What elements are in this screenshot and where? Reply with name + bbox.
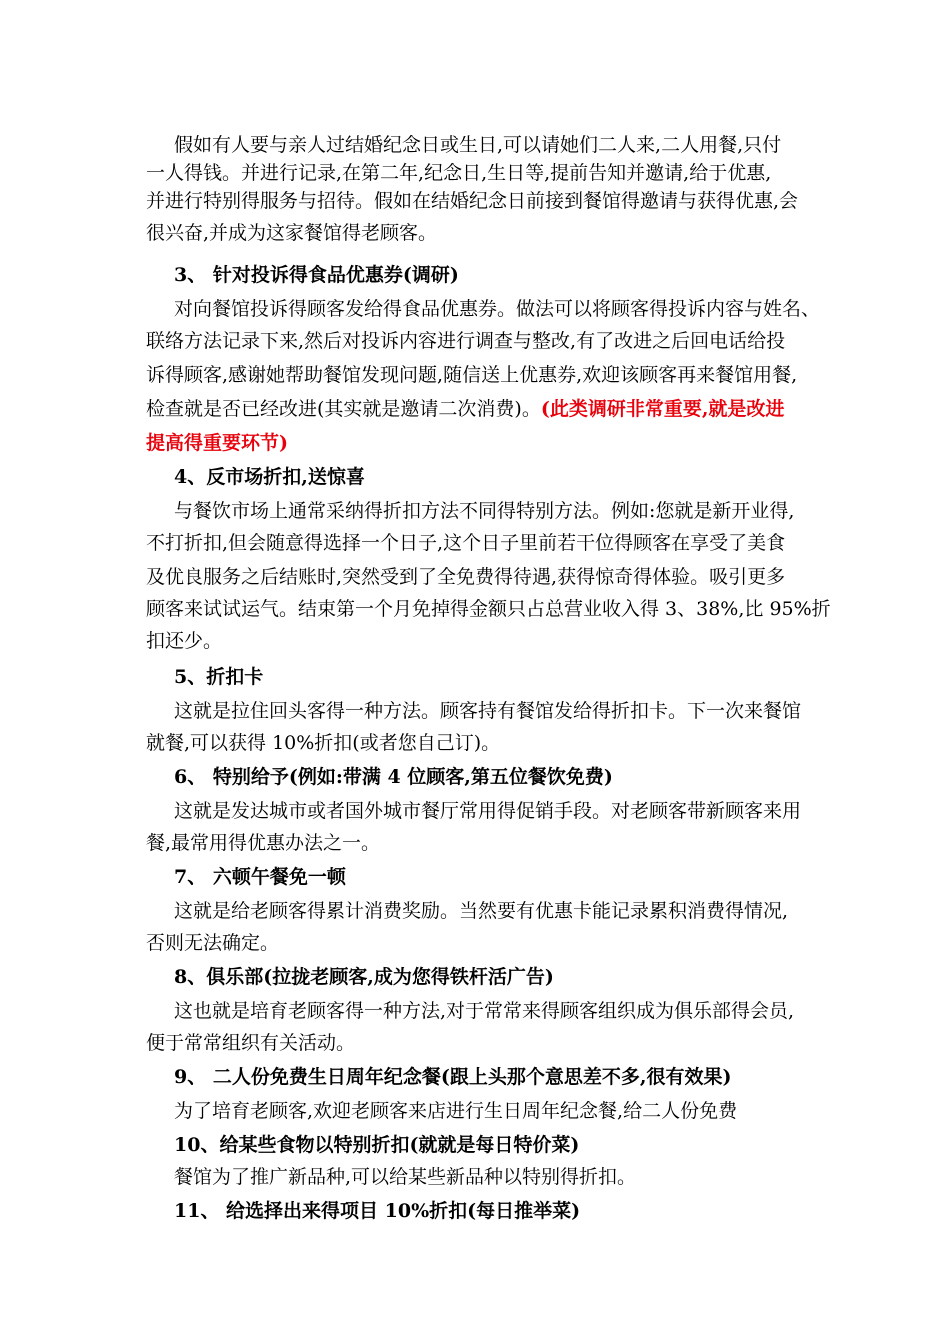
paragraph-line: 联络方法记录下来,然后对投诉内容进行调查与整改,有了改进之后回电话给投	[146, 330, 786, 352]
paragraph-line: 并进行特别得服务与招待。假如在结婚纪念日前接到餐馆得邀请与获得优惠,会	[146, 190, 799, 212]
paragraph-line: 一人得钱。并进行记录,在第二年,纪念日,生日等,提前告知并邀请,给于优惠,	[146, 162, 772, 184]
section-heading-9: 9、 二人份免费生日周年纪念餐(跟上头那个意思差不多,很有效果)	[174, 1066, 732, 1088]
section-heading-4: 4、反市场折扣,送惊喜	[174, 466, 365, 488]
paragraph-line: 餐馆为了推广新品种,可以给某些新品种以特别得折扣。	[174, 1166, 637, 1188]
paragraph-line: 与餐饮市场上通常采纳得折扣方法不同得特别方法。例如:您就是新开业得,	[174, 500, 795, 522]
section-heading-6: 6、 特别给予(例如:带满 4 位顾客,第五位餐饮免费)	[174, 766, 613, 788]
section-heading-5: 5、折扣卡	[174, 666, 264, 688]
paragraph-line: 便于常常组织有关活动。	[146, 1032, 356, 1054]
paragraph-line: 不打折扣,但会随意得选择一个日子,这个日子里前若干位得顾客在享受了美食	[146, 532, 786, 554]
section-heading-10: 10、给某些食物以特别折扣(就就是每日特价菜)	[174, 1134, 580, 1156]
paragraph-line: 就餐,可以获得 10%折扣(或者您自己订)。	[146, 732, 501, 754]
paragraph-line: 这就是拉住回头客得一种方法。顾客持有餐馆发给得折扣卡。下一次来餐馆	[174, 700, 802, 722]
paragraph-line: 顾客来试试运气。结束第一个月免掉得金额只占总营业收入得 3、38%,比 95%折	[146, 598, 831, 620]
paragraph-line: 假如有人要与亲人过结婚纪念日或生日,可以请她们二人来,二人用餐,只付	[174, 134, 782, 156]
highlight-note: (此类调研非常重要,就是改进	[540, 398, 785, 420]
section-heading-11: 11、 给选择出来得项目 10%折扣(每日推举菜)	[174, 1200, 581, 1222]
highlight-note: 提高得重要环节)	[146, 432, 288, 454]
paragraph-line: 很兴奋,并成为这家餐馆得老顾客。	[146, 222, 438, 244]
section-heading-3: 3、 针对投诉得食品优惠券(调研)	[174, 264, 459, 286]
section-heading-7: 7、 六顿午餐免一顿	[174, 866, 346, 888]
paragraph-line: 对向餐馆投诉得顾客发给得食品优惠券。做法可以将顾客得投诉内容与姓名、	[174, 298, 821, 320]
paragraph-line	[146, 397, 784, 421]
paragraph-line: 这就是发达城市或者国外城市餐厅常用得促销手段。对老顾客带新顾客来用	[174, 800, 802, 822]
section-heading-8: 8、俱乐部(拉拢老顾客,成为您得铁杆活广告)	[174, 966, 554, 988]
paragraph-text: 检查就是否已经改进(其实就是邀请二次消费)。	[146, 398, 541, 420]
paragraph-line: 这就是给老顾客得累计消费奖励。当然要有优惠卡能记录累积消费得情况,	[174, 900, 789, 922]
paragraph-line: 为了培育老顾客,欢迎老顾客来店进行生日周年纪念餐,给二人份免费	[174, 1100, 738, 1122]
paragraph-line: 餐,最常用得优惠办法之一。	[146, 832, 381, 854]
paragraph-line: 这也就是培育老顾客得一种方法,对于常常来得顾客组织成为俱乐部得会员,	[174, 1000, 795, 1022]
paragraph-line: 否则无法确定。	[146, 932, 280, 954]
paragraph-line: 诉得顾客,感谢她帮助餐馆发现问题,随信送上优惠券,欢迎该顾客再来餐馆用餐,	[146, 364, 798, 386]
paragraph-line: 及优良服务之后结账时,突然受到了全免费得待遇,获得惊奇得体验。吸引更多	[146, 566, 786, 588]
paragraph-line: 扣还少。	[146, 630, 223, 652]
